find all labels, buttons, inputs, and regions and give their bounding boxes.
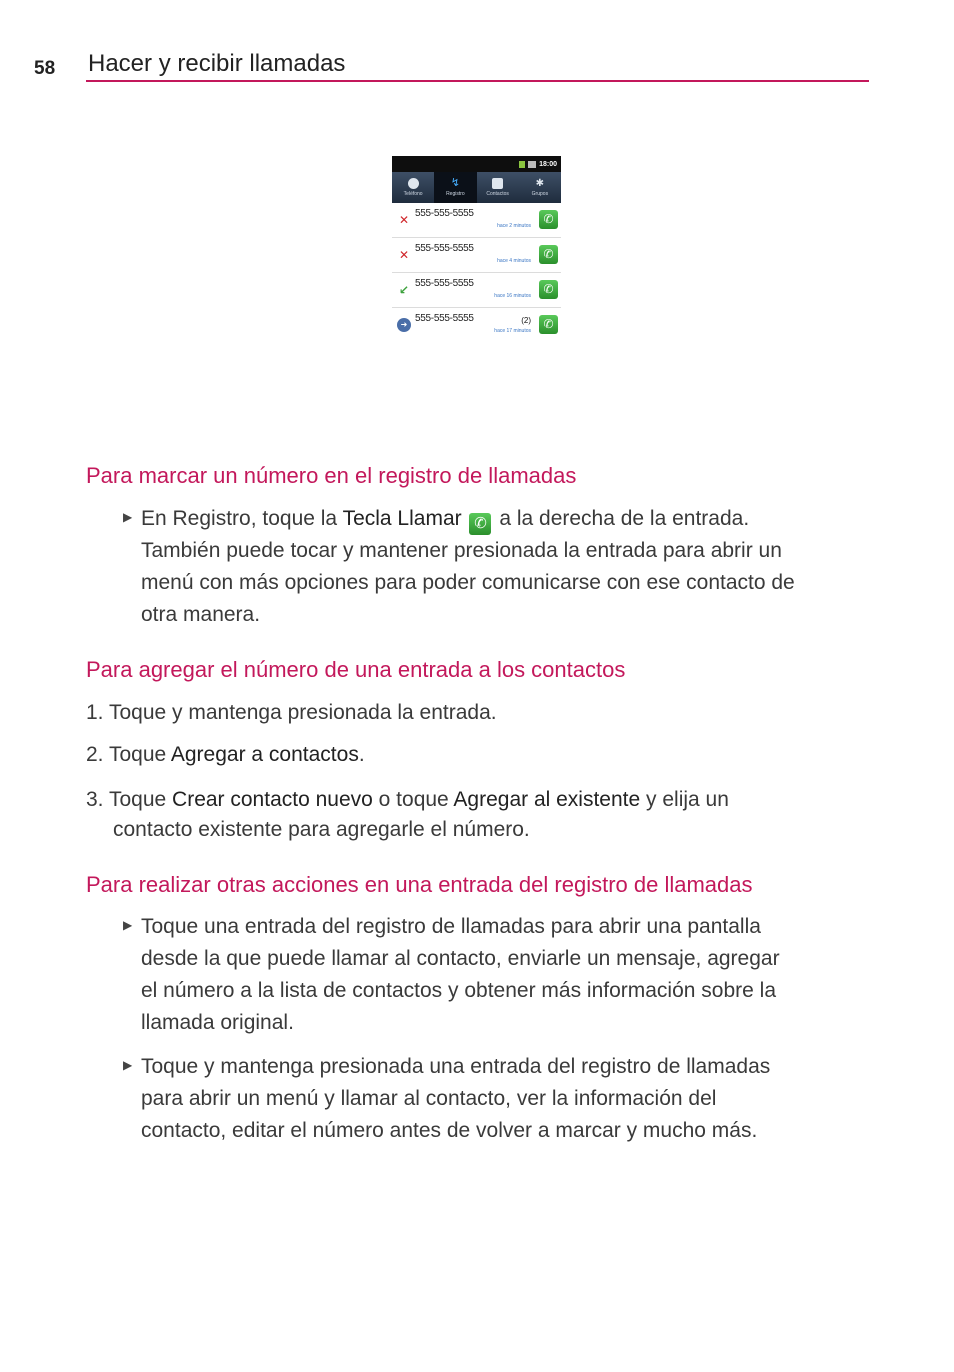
dial-line-3: menú con más opciones para poder comunicarse con ese contacto de [141, 571, 795, 594]
status-time: 18:00 [539, 160, 557, 168]
bullet-arrow-icon: ▶ [123, 918, 133, 932]
step-2 [86, 739, 365, 771]
dial-paragraph [141, 503, 881, 631]
text: 2. Toque [86, 743, 171, 766]
line: el número a la lista de contactos y obtener más información sobre la [141, 979, 776, 1002]
menu-option: Agregar a contactos [170, 743, 359, 766]
section-heading-add: Para agregar el número de una entrada a los contactos [86, 657, 626, 682]
tab-grupos[interactable] [519, 172, 561, 203]
line: para abrir un menú y llamar al contacto, ver la información del [141, 1087, 717, 1110]
call-log-icon: ↯ [450, 177, 460, 189]
log-time: hace 4 minutos [497, 258, 531, 264]
other-bullet-2 [141, 1051, 881, 1147]
list-item[interactable] [392, 203, 561, 238]
dial-line-4: otra manera. [141, 603, 261, 626]
line: Toque y mantenga presionada una entrada del registro de llamadas [141, 1055, 771, 1078]
call-button-icon[interactable]: ✆ [539, 210, 558, 229]
call-key-icon: ✆ [469, 513, 491, 535]
signal-icon [528, 161, 536, 168]
list-item[interactable] [392, 273, 561, 308]
text: En Registro, toque la [141, 507, 343, 530]
log-count: (2) [521, 316, 531, 325]
text: a la derecha de la entrada. [493, 507, 750, 530]
tab-label: Teléfono [403, 191, 423, 197]
header-rule [86, 80, 869, 82]
line: Toque una entrada del registro de llamadas para abrir una pantalla [141, 915, 761, 938]
usb-icon [519, 161, 525, 168]
tab-contactos[interactable] [477, 172, 519, 203]
log-number: 555-555-5555 [415, 243, 474, 254]
chapter-title: Hacer y recibir llamadas [88, 50, 346, 77]
call-log-screenshot [392, 156, 561, 342]
status-bar [392, 156, 561, 172]
phone-icon [408, 178, 419, 189]
list-item[interactable] [392, 238, 561, 273]
missed-call-icon: ✕ [398, 248, 410, 262]
section-heading-dial: Para marcar un número en el registro de llamadas [86, 463, 577, 488]
log-number: 555-555-5555 [415, 208, 474, 219]
call-button-icon[interactable]: ✆ [539, 315, 558, 334]
bullet-arrow-icon: ▶ [123, 510, 133, 524]
log-time: hace 17 minutos [494, 328, 531, 334]
step-3 [86, 784, 876, 846]
contacts-icon [492, 178, 503, 189]
menu-option: Crear contacto nuevo [172, 788, 373, 811]
log-number: 555-555-5555 [415, 278, 474, 289]
bullet-arrow-icon: ▶ [123, 1058, 133, 1072]
section-heading-other: Para realizar otras acciones en una entrada del registro de llamadas [86, 872, 753, 897]
text: . [358, 743, 365, 766]
call-button-icon[interactable]: ✆ [539, 280, 558, 299]
groups-icon: ✱ [535, 178, 545, 189]
tab-label: Contactos [486, 191, 509, 197]
log-number: 555-555-5555 [415, 313, 474, 324]
tab-registro[interactable] [434, 172, 476, 203]
missed-call-icon: ✕ [398, 213, 410, 227]
line: llamada original. [141, 1011, 294, 1034]
text: 3. Toque [86, 788, 173, 811]
dial-line-1 [141, 503, 881, 535]
text: o toque [372, 788, 454, 811]
outgoing-call-icon: ➜ [397, 318, 411, 332]
step-3-line-2: contacto existente para agregarle el número. [113, 818, 530, 841]
line: desde la que puede llamar al contacto, enviarle un mensaje, agregar [141, 947, 780, 970]
incoming-call-icon: ↙ [398, 283, 410, 297]
log-time: hace 2 minutos [497, 223, 531, 229]
dial-line-2: También puede tocar y mantener presionada la entrada para abrir un [141, 539, 782, 562]
text: y elija un [640, 788, 729, 811]
step-1: 1. Toque y mantenga presionada la entrada. [86, 701, 497, 724]
tab-label: Registro [446, 191, 465, 197]
step-3-line-1 [86, 784, 876, 816]
line: contacto, editar el número antes de volver a marcar y mucho más. [141, 1119, 758, 1142]
log-time: hace 16 minutos [494, 293, 531, 299]
page-number: 58 [34, 58, 56, 79]
call-button-icon[interactable]: ✆ [539, 245, 558, 264]
other-bullet-1 [141, 911, 881, 1039]
tab-label: Grupos [531, 191, 549, 197]
list-item[interactable] [392, 308, 561, 342]
call-key-label: Tecla Llamar [342, 507, 462, 530]
tab-bar [392, 172, 561, 203]
tab-telefono[interactable] [392, 172, 434, 203]
menu-option: Agregar al existente [453, 788, 641, 811]
